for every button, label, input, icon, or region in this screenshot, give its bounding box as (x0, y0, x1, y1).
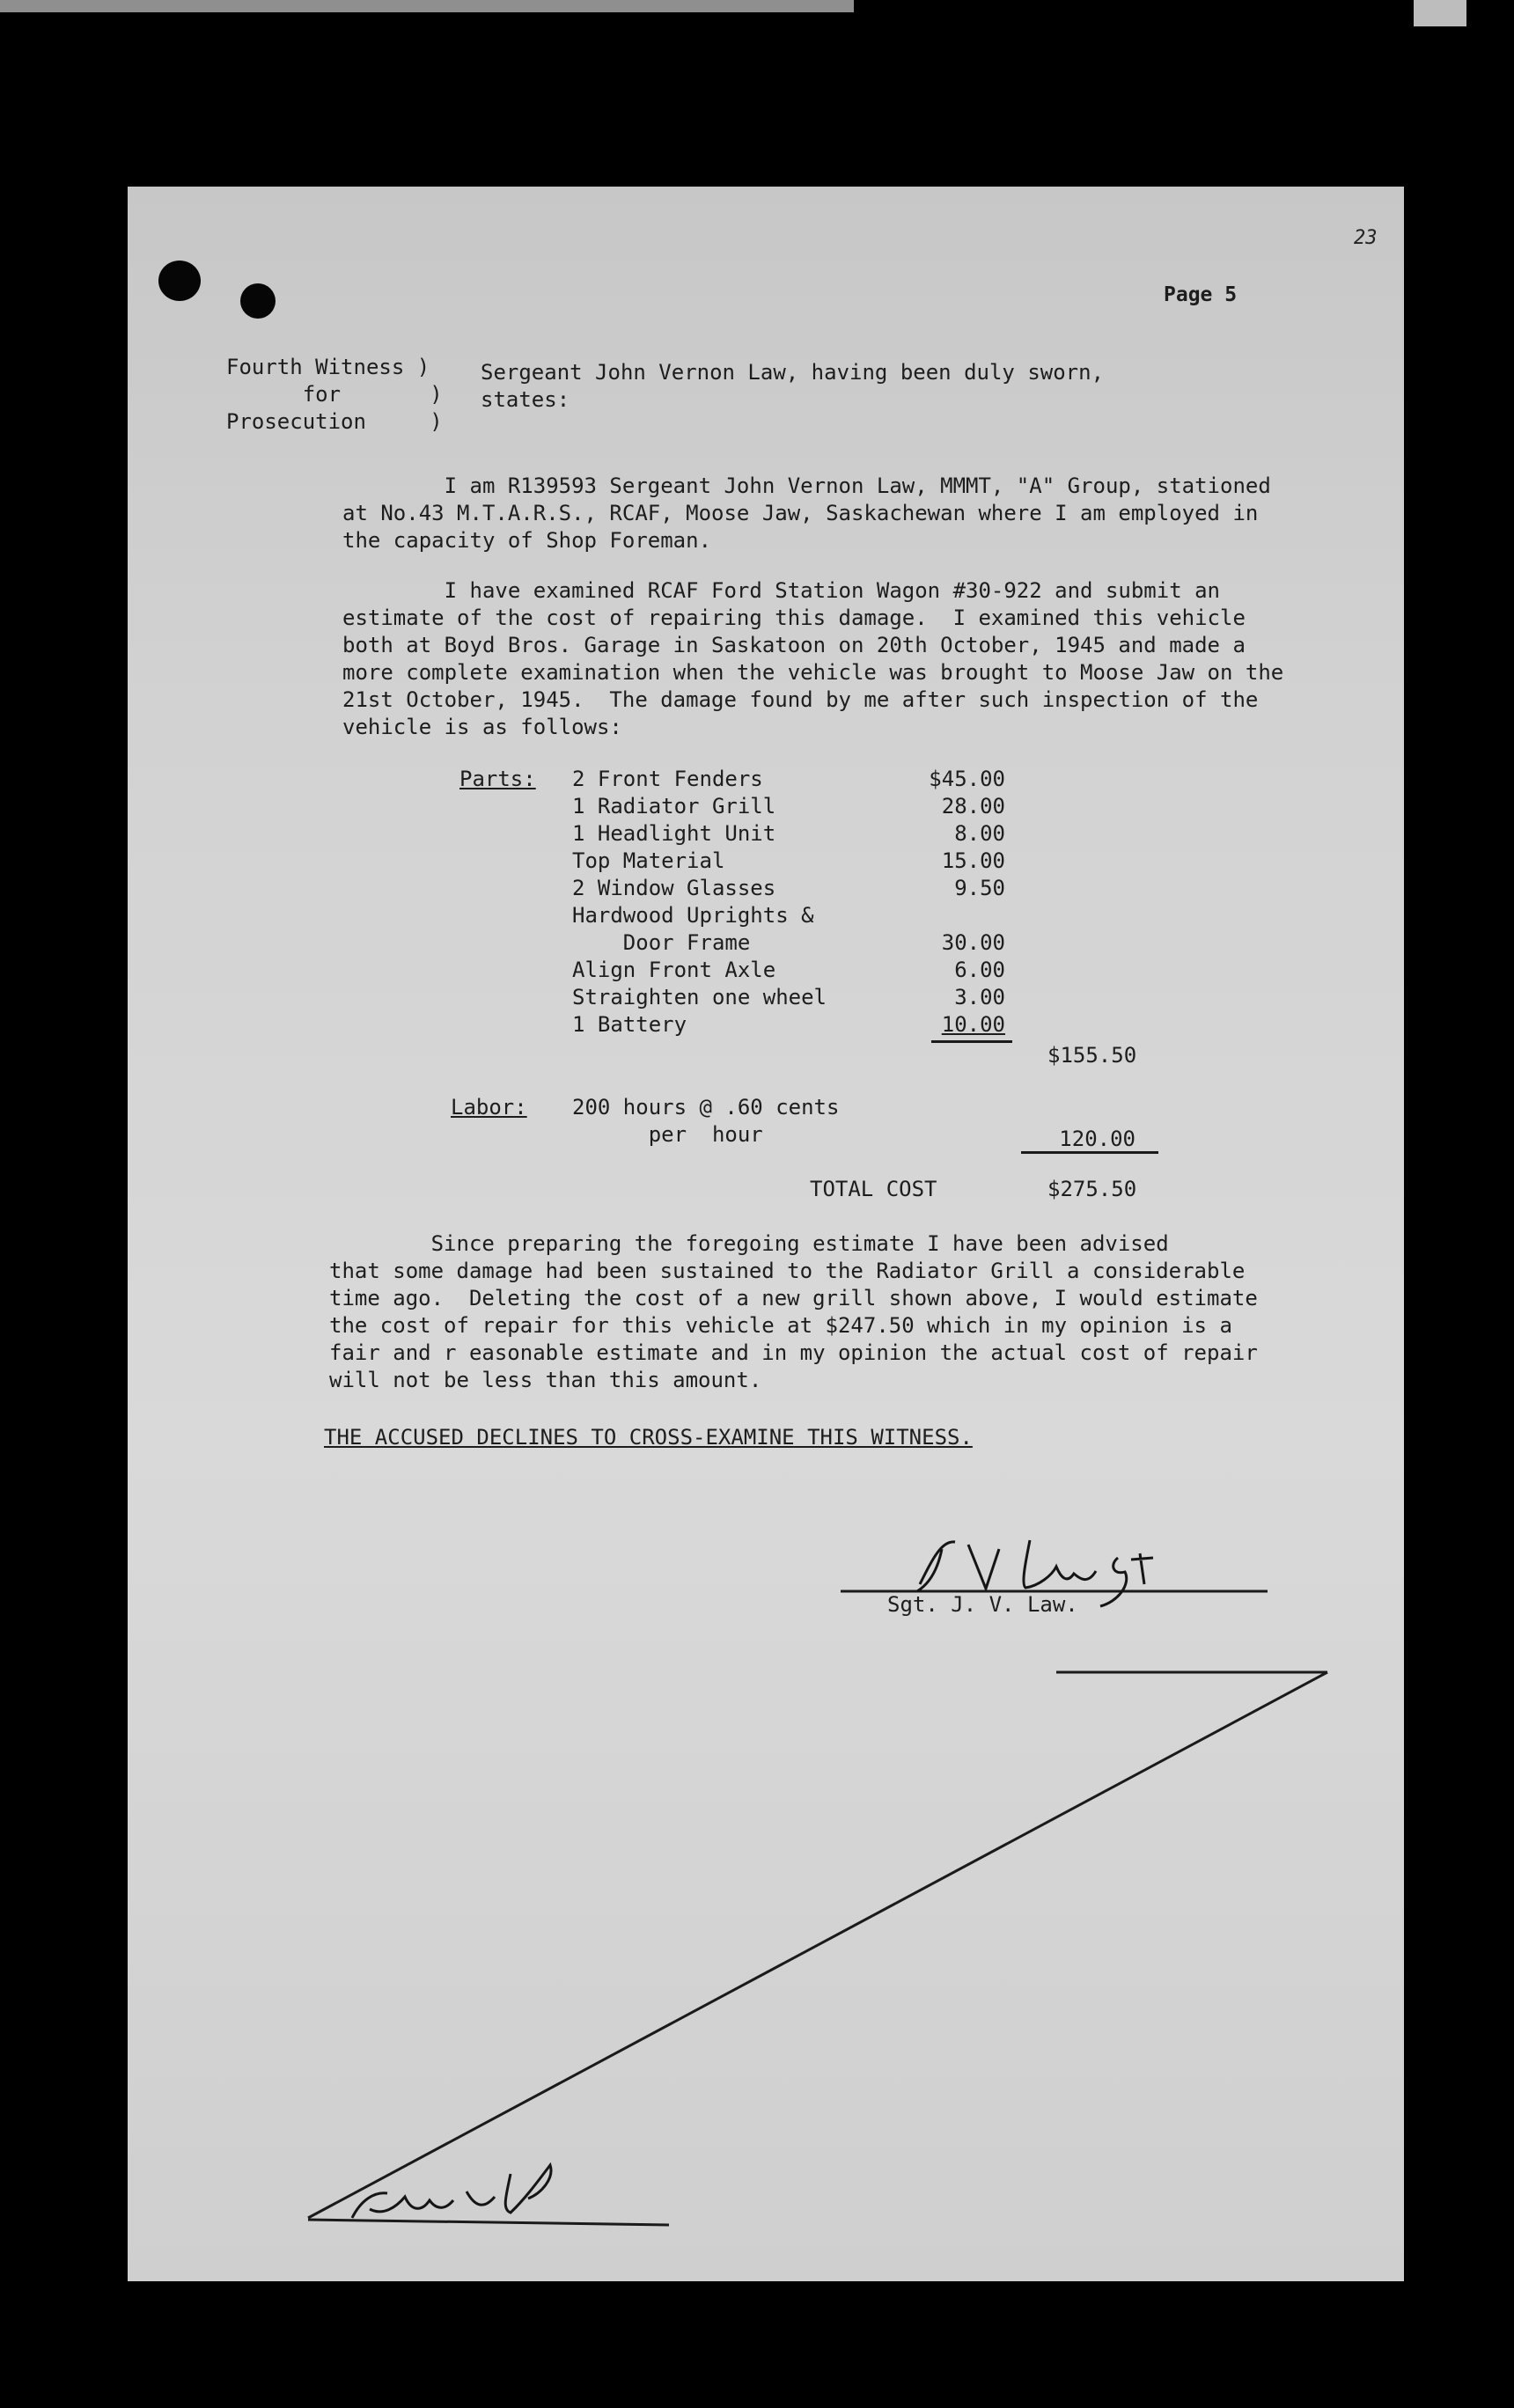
part-amount: 10.00 (941, 1012, 1005, 1037)
part-amount: 6.00 (954, 958, 1005, 982)
para3-line-4: the cost of repair for this vehicle at $247.50 which in my opinion is a (329, 1313, 1232, 1338)
initials-signature (334, 2139, 625, 2244)
para2-line-4: more complete examination when the vehicle was brought to Moose Jaw on the (342, 660, 1284, 685)
film-edge-mark (1414, 0, 1466, 26)
part-item: Door Frame (572, 930, 751, 955)
corner-mark: 23 (1354, 227, 1378, 249)
signature-name: Sgt. J. V. Law. (887, 1592, 1078, 1617)
part-amount: 8.00 (954, 821, 1005, 846)
labor-total-rule (1021, 1151, 1158, 1154)
part-amount: 3.00 (954, 985, 1005, 1009)
witness-label-2: for ) (226, 382, 443, 407)
part-amount: 15.00 (941, 848, 1005, 873)
part-item: 1 Battery (572, 1012, 687, 1037)
part-item: 2 Window Glasses (572, 876, 776, 900)
part-amount: 28.00 (941, 794, 1005, 819)
para2-line-3: both at Boyd Bros. Garage in Saskatoon on 20th October, 1945 and made a (342, 633, 1246, 657)
labor-label: Labor: (451, 1095, 527, 1120)
parts-subtotal-rule (931, 1040, 1012, 1043)
para2-line-1: I have examined RCAF Ford Station Wagon #30-922 and submit an (342, 578, 1220, 603)
punch-hole-left (158, 261, 201, 301)
part-item: Top Material (572, 848, 725, 873)
part-item: Align Front Axle (572, 958, 776, 982)
para2-line-2: estimate of the cost of repairing this damage. I examined this vehicle (342, 606, 1246, 630)
labor-amount: 120.00 (1059, 1127, 1136, 1151)
part-item: 1 Headlight Unit (572, 821, 776, 846)
para2-line-5: 21st October, 1945. The damage found by me after such inspection of the (342, 687, 1259, 712)
part-item: Hardwood Uprights & (572, 903, 814, 928)
witness-intro-1: Sergeant John Vernon Law, having been duly sworn, (481, 360, 1105, 385)
part-item: Straighten one wheel (572, 985, 827, 1009)
para3-line-6: will not be less than this amount. (329, 1368, 762, 1392)
part-item: 2 Front Fenders (572, 767, 763, 791)
part-item: 1 Radiator Grill (572, 794, 776, 819)
labor-line-1: 200 hours @ .60 cents (572, 1095, 840, 1120)
page-number: Page 5 (1164, 283, 1238, 306)
total-cost-label: TOTAL COST (810, 1177, 937, 1201)
part-amount: $45.00 (929, 767, 1005, 791)
declines-statement: THE ACCUSED DECLINES TO CROSS-EXAMINE THIS WITNESS. (324, 1425, 973, 1450)
parts-total: $155.50 (1047, 1043, 1137, 1068)
film-edge-strip (0, 0, 854, 12)
total-cost-amount: $275.50 (1047, 1177, 1137, 1201)
punch-hole-right (240, 283, 276, 319)
para3-line-5: fair and r easonable estimate and in my opinion the actual cost of repair (329, 1340, 1258, 1365)
parts-label: Parts: (459, 767, 536, 791)
para3-line-3: time ago. Deleting the cost of a new grill shown above, I would estimate (329, 1286, 1258, 1310)
labor-line-2: per hour (572, 1122, 763, 1147)
para1-line-3: the capacity of Shop Foreman. (342, 528, 712, 553)
para3-line-1: Since preparing the foregoing estimate I have been advised (329, 1231, 1169, 1256)
para3-line-2: that some damage had been sustained to the Radiator Grill a considerable (329, 1259, 1246, 1283)
witness-label-3: Prosecution ) (226, 409, 443, 434)
para1-line-1: I am R139593 Sergeant John Vernon Law, MMMT, "A" Group, stationed (342, 474, 1271, 498)
para1-line-2: at No.43 M.T.A.R.S., RCAF, Moose Jaw, Saskachewan where I am employed in (342, 501, 1259, 525)
witness-intro-2: states: (481, 387, 570, 412)
witness-label-1: Fourth Witness ) (226, 355, 430, 379)
part-amount: 30.00 (941, 930, 1005, 955)
part-amount: 9.50 (954, 876, 1005, 900)
para2-line-6: vehicle is as follows: (342, 715, 622, 739)
